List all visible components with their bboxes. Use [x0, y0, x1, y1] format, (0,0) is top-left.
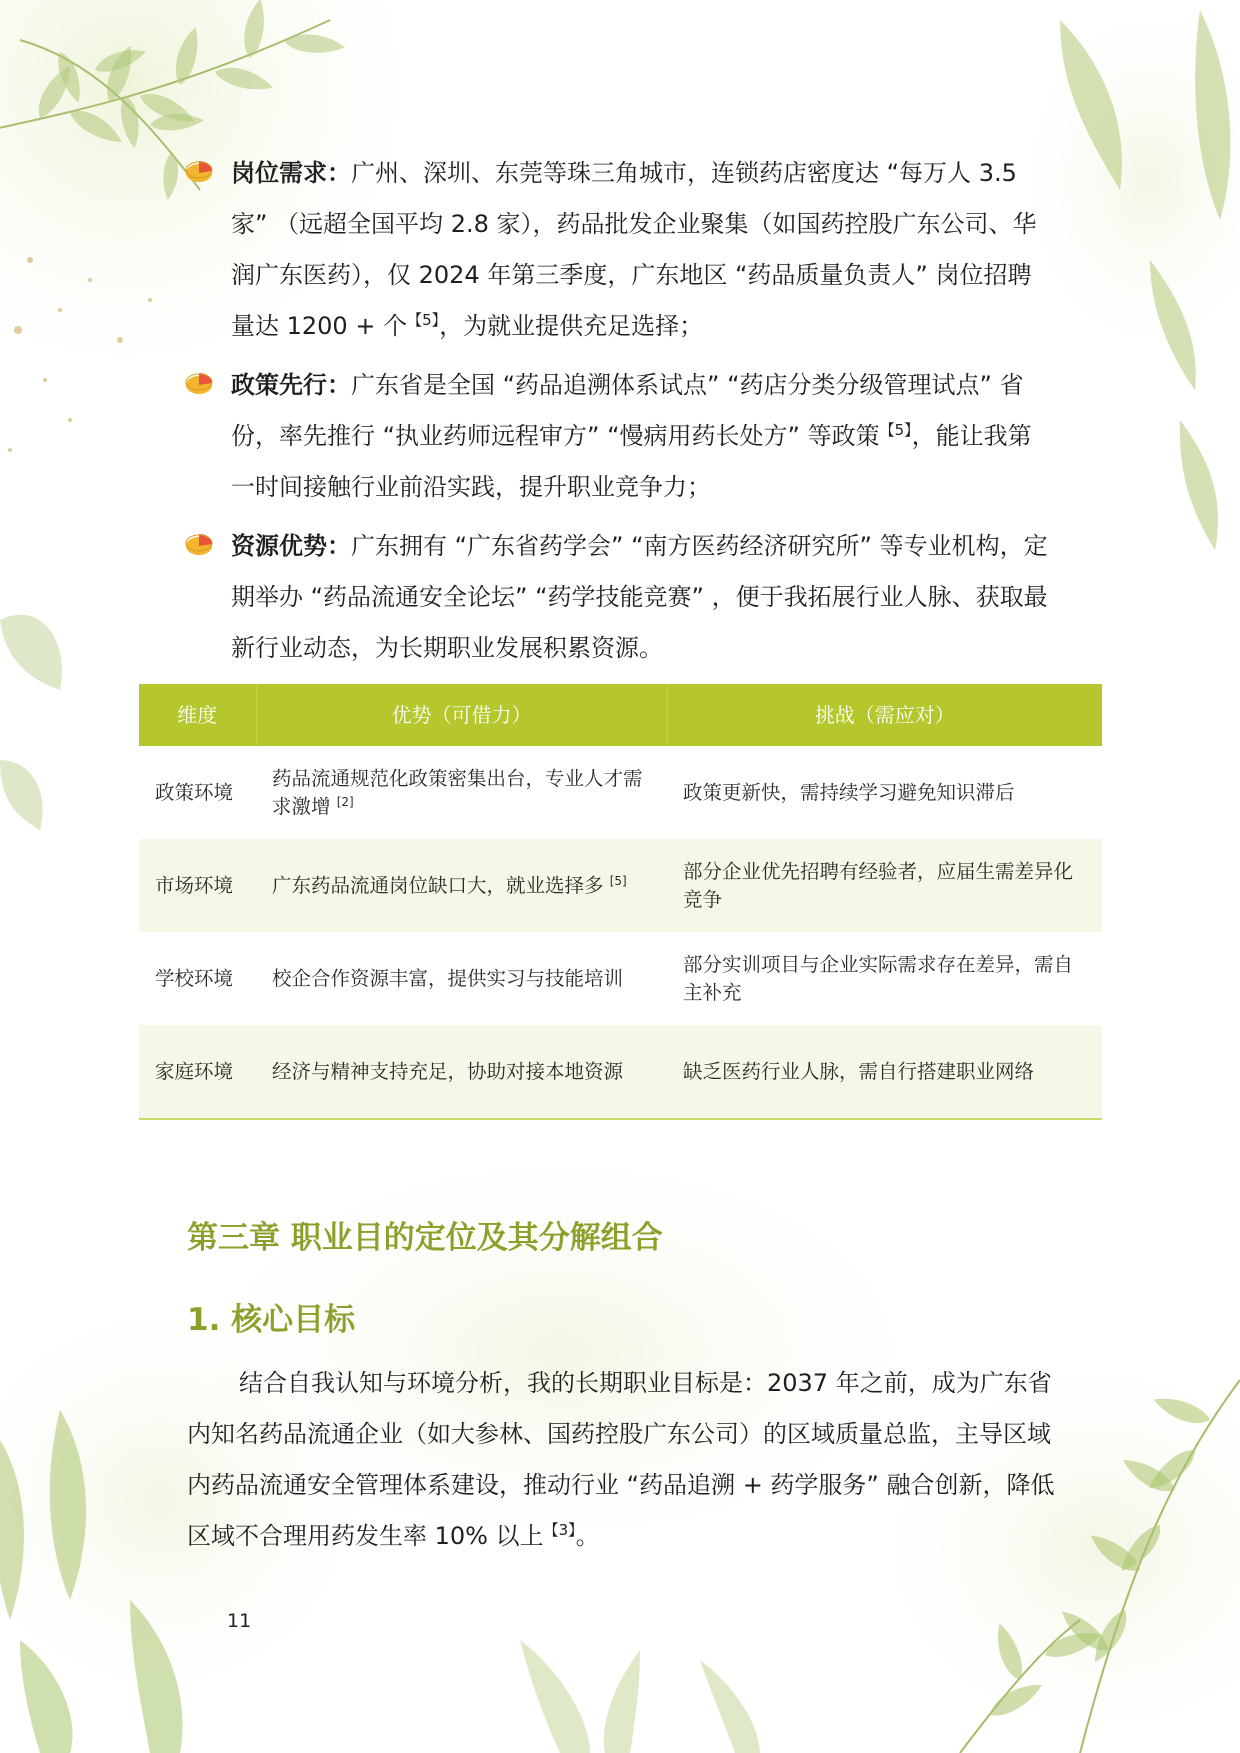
cell-challenge: 政策更新快，需持续学习避免知识滞后 [683, 780, 1015, 804]
bullet-text: 广州、深圳、东莞等珠三角城市，连锁药店密度达 “每万人 3.5 家” （远超全国平均 2.8 家），药品批发企业聚集（如国药控股广东公司、华润广东医药），仅 2024 年第三季度，广东地区 “药品质量负责人” 岗位招聘量达 1200 + 个 [231, 159, 1037, 340]
paragraph-end: 。 [575, 1522, 600, 1550]
bullet-title: 岗位需求： [231, 159, 351, 187]
table-row [139, 1025, 1102, 1119]
bullet-text-end: ，能让我第一时间接触行业前沿实践，提升职业竞争力； [231, 422, 1032, 501]
table-row [139, 932, 1102, 1025]
cell-dimension: 家庭环境 [139, 1025, 256, 1119]
bullet-title: 资源优势： [231, 532, 351, 560]
cell-advantage-text: 药品流通规范化政策密集出台，专业人才需求激增 [272, 766, 643, 818]
cell-advantage: 经济与精神支持充足，协助对接本地资源 [256, 1025, 667, 1119]
citation-ref: 【5】 [407, 311, 440, 329]
environment-analysis-table [139, 684, 1102, 1120]
section-title: 1. 核心目标 [187, 1302, 356, 1338]
cell-dimension: 政策环境 [155, 780, 234, 804]
citation-ref: 【5】 [879, 421, 912, 439]
cell-dimension: 市场环境 [139, 839, 256, 932]
citation-ref: [2] [336, 794, 354, 809]
bullet-text-end: ，为就业提供充足选择； [439, 312, 704, 340]
table-row [139, 839, 1102, 932]
table-row [139, 746, 1102, 839]
bullet-item-resources [185, 521, 1055, 674]
pie-chart-icon [185, 158, 213, 184]
bullet-item-policy [185, 360, 1055, 513]
table-header-row [139, 684, 1102, 746]
column-header-dimension: 维度 [139, 684, 256, 746]
cell-challenge: 缺乏医药行业人脉，需自行搭建职业网络 [667, 1025, 1102, 1119]
bullet-text: 广东省是全国 “药品追溯体系试点” “药店分类分级管理试点” 省份，率先推行 “执业药师远程审方” “慢病用药长处方” 等政策 [231, 371, 1024, 450]
bullet-list [185, 148, 1055, 682]
cell-advantage [256, 746, 667, 839]
cell-advantage-text: 广东药品流通岗位缺口大，就业选择多 [272, 873, 604, 897]
cell-advantage [256, 839, 667, 932]
pie-chart-icon [185, 531, 213, 557]
citation-ref: 【3】 [543, 1521, 576, 1539]
chapter-title: 第三章 职业目的定位及其分解组合 [187, 1220, 663, 1256]
body-paragraph [187, 1358, 1057, 1562]
column-header-advantage: 优势（可借力） [256, 684, 667, 746]
paragraph-text: 结合自我认知与环境分析，我的长期职业目标是：2037 年之前，成为广东省内知名药品流通企业（如大参林、国药控股广东公司）的区域质量总监，主导区域内药品流通安全管理体系建设，推动行业 “药品追溯 + 药学服务” 融合创新，降低区域不合理用药发生率 10% 以上 [187, 1369, 1055, 1550]
citation-ref: [5] [609, 873, 627, 888]
cell-challenge: 部分企业优先招聘有经验者，应届生需差异化竞争 [667, 839, 1102, 932]
bullet-text: 广东拥有 “广东省药学会” “南方医药经济研究所” 等专业机构，定期举办 “药品流通安全论坛” “药学技能竞赛” ，便于我拓展行业人脉、获取最新行业动态，为长期职业发展积累资源。 [231, 532, 1048, 662]
cell-challenge: 部分实训项目与企业实际需求存在差异，需自主补充 [683, 952, 1074, 1004]
column-header-challenge: 挑战（需应对） [667, 684, 1102, 746]
pie-chart-icon [185, 370, 213, 396]
cell-advantage: 校企合作资源丰富，提供实习与技能培训 [272, 966, 624, 990]
cell-dimension: 学校环境 [155, 966, 234, 990]
bullet-item-job-demand [185, 148, 1055, 352]
bullet-title: 政策先行： [231, 371, 351, 399]
page-number: 11 [227, 1610, 252, 1632]
